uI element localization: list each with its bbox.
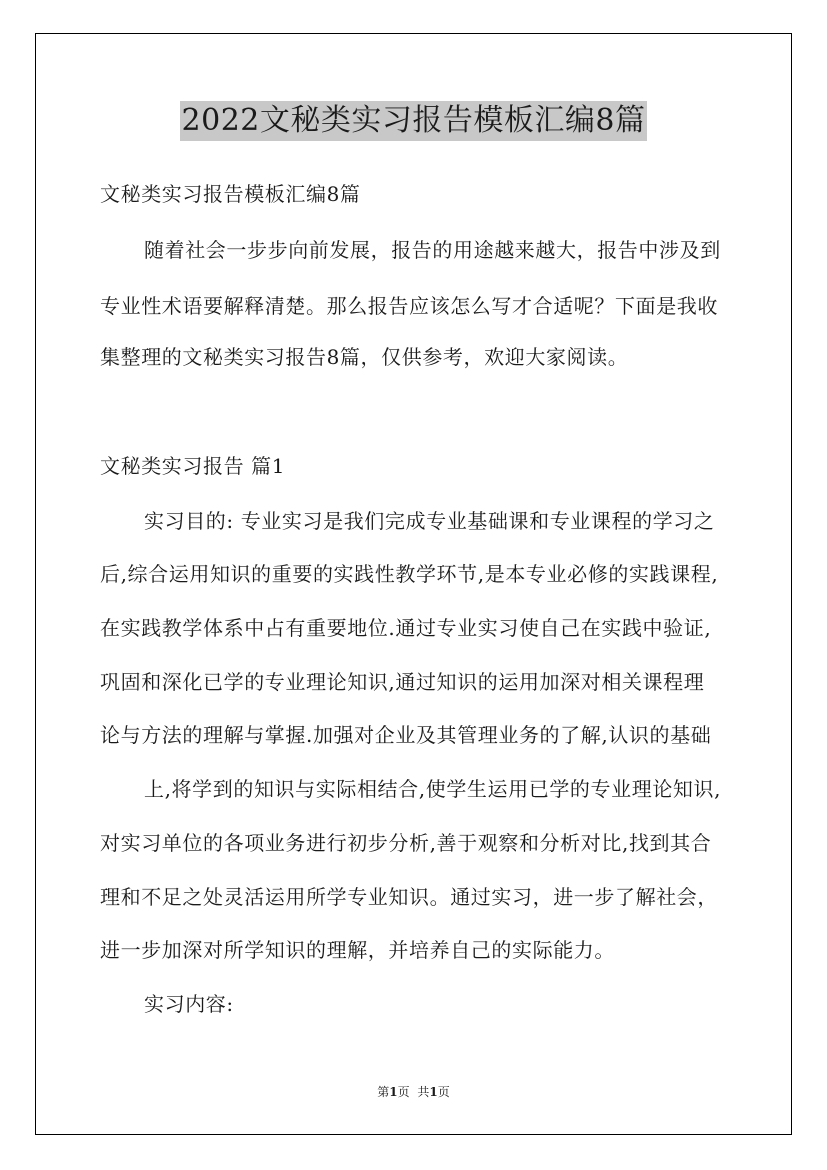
body-line: 在实践教学体系中占有重要地位.通过专业实习使自己在实践中验证, (100, 616, 712, 640)
body-line: 进一步加深对所学知识的理解，并培养自己的实际能力。 (100, 938, 615, 962)
body-line: 实习目的: 专业实习是我们完成专业基础课和专业课程的学习之 (144, 509, 715, 533)
title-container (0, 101, 827, 141)
footer-page-prefix: 第 (377, 1085, 390, 1099)
intro-line: 集整理的文秘类实习报告8篇，仅供参考，欢迎大家阅读。 (100, 345, 629, 369)
footer-total-suffix: 页 (437, 1085, 450, 1099)
intro-line: 专业性术语要解释清楚。那么报告应该怎么写才合适呢？下面是我收 (100, 294, 718, 318)
body-line: 实习内容: (144, 992, 234, 1016)
footer-page-suffix: 页 (397, 1085, 410, 1099)
document-title: 2022文秘类实习报告模板汇编8篇 (180, 101, 648, 141)
footer-total-prefix: 共 (417, 1085, 430, 1099)
footer-page-number: 1 (389, 1085, 398, 1099)
body-line: 论与方法的理解与掌握.加强对企业及其管理业务的了解,认识的基础 (100, 723, 712, 747)
body-line: 上,将学到的知识与实际相结合,使学生运用已学的专业理论知识, (144, 777, 722, 801)
body-line: 巩固和深化已学的专业理论知识,通过知识的运用加深对相关课程理 (100, 670, 705, 694)
document-subtitle: 文秘类实习报告模板汇编8篇 (100, 182, 361, 206)
body-line: 理和不足之处灵活运用所学专业知识。通过实习，进一步了解社会， (100, 885, 718, 909)
body-line: 后,综合运用知识的重要的实践性教学环节,是本专业必修的实践课程, (100, 562, 719, 586)
section-heading: 文秘类实习报告 篇1 (100, 454, 286, 478)
body-line: 对实习单位的各项业务进行初步分析,善于观察和分析对比,找到其合 (100, 831, 712, 855)
intro-line: 随着社会一步步向前发展，报告的用途越来越大，报告中涉及到 (144, 238, 721, 262)
page-footer (0, 1083, 827, 1100)
footer-total-number: 1 (429, 1085, 438, 1099)
